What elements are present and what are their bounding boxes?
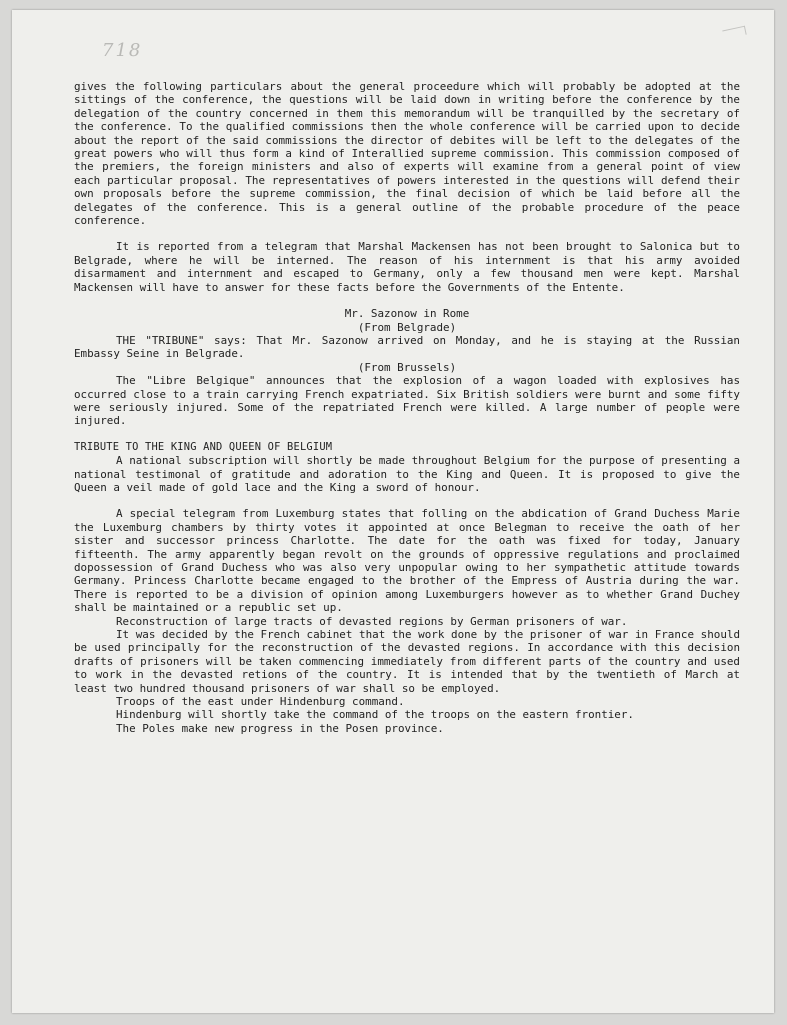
dateline-belgrade: (From Belgrade) xyxy=(357,320,457,334)
dateline-brussels: (From Brussels) xyxy=(357,360,457,374)
paragraph-tribune: THE "TRIBUNE" says: That Mr. Sazonow arrived on Monday, and he is staying at the Russian Embassy Seine in Belgrade. xyxy=(74,333,740,361)
heading-sazonow: Mr. Sazonow in Rome xyxy=(344,307,470,321)
paragraph-luxemburg: A special telegram from Luxemburg states that folling on the abdication of Grand Duchess Marie the Luxemburg chambers by thirty votes it appointed at once Belegman to receive the oath of her sister and successor princess Charlotte. The date for the oath was fixed for today, January fifteenth. The army apparently began revolt on the grounds of oppressive regulations and proclaimed dopossession of Grand Duchess who was also very unpopular owing to her sympathetic attitude towards Germany. Princess Charlotte became engaged to the brother of the Empress of Austria during the war. There is reported to be a division of opinion among Luxemburgers however as to whether Grand Duchey shall be maintained or a republic set up. xyxy=(74,507,740,615)
paragraph-libre-belgique: The "Libre Belgique" announces that the explosion of a wagon loaded with explosives has occurred close to a train carrying French expatriated. Six British soldiers were burnt and some fifty were seriously injured. Some of the repatriated French were killed. A large number of people were injured. xyxy=(74,374,740,428)
paragraph-tribute: A national subscription will shortly be made throughout Belgium for the purpose of presenting a national testimonal of gratitude and adoration to the King and Queen. It is proposed to give the Queen a veil made of gold lace and the King a sword of honour. xyxy=(74,454,740,494)
document-page xyxy=(12,10,774,1013)
corner-fold-mark xyxy=(722,26,746,40)
handwritten-page-number: 718 xyxy=(102,40,143,61)
paragraph-french-cabinet: It was decided by the French cabinet that the work done by the prisoner of war in France should be used principally for the reconstruction of the devasted regions. In accordance with this decision drafts of prisoners will be taken commencing immediately from different parts of the country and used to work in the devasted retions of the country. It is intended that by the twentieth of March at least two hundred thousand prisoners of war shall so be employed. xyxy=(74,628,740,695)
paragraph-poles: The Poles make new progress in the Posen province. xyxy=(116,721,444,735)
paragraph-hindenburg-troops: Troops of the east under Hindenburg command. xyxy=(116,695,405,709)
paragraph-reconstruction-title: Reconstruction of large tracts of devasted regions by German prisoners of war. xyxy=(116,614,628,628)
paragraph-hindenburg-command: Hindenburg will shortly take the command of the troops on the eastern frontier. xyxy=(116,708,634,722)
paragraph-mackensen: It is reported from a telegram that Marshal Mackensen has not been brought to Salonica but to Belgrade, where he will be interned. The reason of his internment is that his army avoided disarmament and internment and escaped to Germany, only a few thousand men were kept. Marshal Mackensen will have to answer for these facts before the Governments of the Entente. xyxy=(74,240,740,294)
document-body xyxy=(74,80,740,735)
paragraph-conference-procedure: gives the following particulars about the general proceedure which will probably be adopted at the sittings of the conference, the questions will be laid down in writing before the conference by the delegation of the country concerned in them this memorandum will be tranquilled by the secretary of the conference. To the qualified commissions then the whole conference will be carried upon to decide about the report of the said commissions the director of debites will be left to the delegates of the great powers who will thus form a kind of Interallied supreme commission. This commission composed of the premiers, the foreign ministers and also of experts will examine from a general point of view each particular proposal. The representatives of powers interested in the questions will defend their own proposals before the supreme commission, the final decision of which be laid before all the delegates of the conference. This is a general outline of the probable procedure of the peace conference. xyxy=(74,80,740,228)
heading-tribute: TRIBUTE TO THE KING AND QUEEN OF BELGIUM xyxy=(74,440,333,453)
